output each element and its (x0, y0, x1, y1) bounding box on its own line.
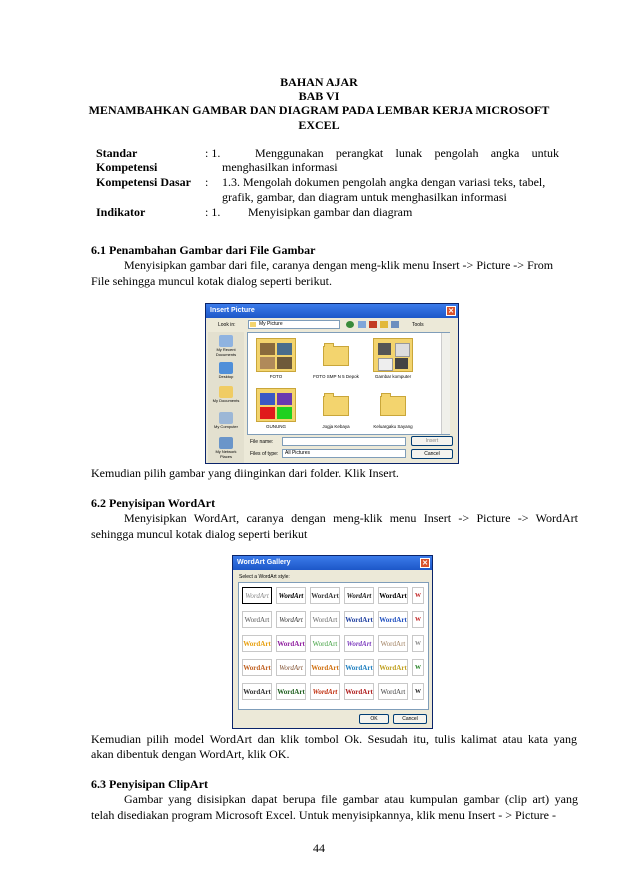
filetype-select[interactable] (282, 449, 406, 458)
thumbnail (395, 358, 408, 369)
file-item-foto[interactable] (256, 338, 296, 372)
file-label: FOTO SMP N 5 Depok (313, 374, 359, 379)
wordart-style-option[interactable]: WordArt (276, 683, 306, 700)
folder-icon (250, 322, 256, 327)
standar-value-2: menghasilkan informasi (222, 160, 338, 174)
file-label: FOTO (269, 374, 283, 379)
wordart-prompt: Select a WordArt style: (239, 574, 290, 580)
section-6-2-para-line2: sehingga muncul kotak dialog seperti berikut (91, 527, 308, 541)
wordart-style-option[interactable]: WordArt (310, 683, 340, 700)
cancel-button[interactable]: Cancel (393, 714, 427, 724)
section-6-1-after: Kemudian pilih gambar yang diinginkan dari folder. Klik Insert. (91, 466, 399, 480)
section-6-2-after-line1: Kemudian pilih model WordArt dan klik tombol Ok. Sesudah itu, tulis kalimat atau kata yang (91, 732, 577, 746)
section-6-1-para-line1: Menyisipkan gambar dari file, caranya dengan meng-klik menu Insert -> Picture -> From (124, 258, 554, 272)
thumbnail (395, 343, 410, 357)
file-item-gunung[interactable] (256, 388, 296, 422)
wordart-style-option[interactable]: WordArt (242, 683, 272, 700)
wordart-style-option[interactable]: WordArt (344, 659, 374, 676)
wordart-style-option[interactable]: WordArt (242, 635, 272, 652)
kd-value-1: 1.3. Mengolah dokumen pengolah angka dengan variasi teks, tabel, (222, 175, 546, 189)
thumbnail (378, 343, 391, 355)
wordart-vertical-style-option[interactable]: W (412, 683, 424, 700)
folder-icon[interactable] (323, 396, 349, 416)
thumbnail (260, 357, 275, 369)
doc-title-line2: BAB VI (298, 89, 340, 103)
indikator-label: Indikator (96, 205, 146, 219)
section-6-1-para-line2: File sehingga muncul kotak dialog seperti berikut. (91, 274, 332, 288)
file-label: GUNUNG (266, 424, 286, 429)
close-icon[interactable]: ✕ (446, 306, 456, 316)
file-label: Jogja Kebaya (322, 424, 350, 429)
filename-label: File name: (250, 439, 274, 445)
close-icon[interactable]: ✕ (420, 558, 430, 568)
wordart-vertical-style-option[interactable]: W (412, 611, 424, 628)
place-my-computer[interactable] (210, 412, 242, 429)
wordart-style-option[interactable]: WordArt (378, 635, 408, 652)
wordart-vertical-style-option[interactable]: W (412, 659, 424, 676)
wordart-style-option[interactable]: WordArt (276, 635, 306, 652)
thumbnail (277, 407, 292, 419)
section-6-3-para-line1: Gambar yang disisipkan dapat berupa file gambar atau kumpulan gambar (clip art) yang (124, 792, 578, 806)
wordart-style-option[interactable]: WordArt (310, 635, 340, 652)
wordart-gallery-dialog (232, 555, 433, 729)
kd-value-2: grafik, gambar, dan diagram untuk menghasilkan informasi (222, 190, 507, 204)
file-label: Keluargaku Sayang (373, 424, 413, 429)
folder-icon[interactable] (323, 346, 349, 366)
wordart-style-option[interactable]: WordArt (242, 611, 272, 628)
insert-button[interactable]: Insert (411, 436, 453, 446)
place-my-network-places[interactable] (210, 437, 242, 459)
wordart-style-option[interactable]: WordArt (242, 587, 272, 604)
wordart-style-option[interactable]: WordArt (378, 611, 408, 628)
folder-icon[interactable] (380, 396, 406, 416)
place-label: Desktop (218, 374, 234, 379)
wordart-titlebar (233, 556, 432, 570)
filetype-label: Files of type: (250, 451, 279, 457)
wordart-style-option[interactable]: WordArt (344, 587, 374, 604)
wordart-style-grid (238, 582, 429, 710)
doc-title-line1: BAHAN AJAR (280, 75, 358, 89)
wordart-style-option[interactable]: WordArt (310, 659, 340, 676)
place-label: My Network Places (215, 449, 237, 459)
network-icon (219, 437, 233, 449)
file-label: Gambar komputer (374, 374, 412, 379)
place-label: My Computer (213, 424, 238, 429)
scrollbar[interactable] (441, 333, 450, 434)
cancel-button[interactable]: Cancel (411, 449, 453, 459)
file-item-gambar-komputer[interactable] (373, 338, 413, 372)
ok-button[interactable]: OK (359, 714, 389, 724)
insert-picture-titlebar (206, 304, 458, 318)
wordart-vertical-style-option[interactable]: W (412, 587, 424, 604)
wordart-style-option[interactable]: WordArt (344, 611, 374, 628)
place-my-recent-documents[interactable] (210, 335, 242, 357)
lookin-value: My Picture (259, 321, 283, 327)
thumbnail (378, 358, 393, 371)
lookin-label: Look in: (218, 322, 236, 328)
wordart-style-option[interactable]: WordArt (276, 587, 306, 604)
section-6-2-after-line2: akan dibentuk dengan WordArt, klik OK. (91, 747, 290, 761)
recent-documents-icon (219, 335, 233, 347)
standar-number: : 1. (205, 146, 221, 160)
computer-icon (219, 412, 233, 424)
wordart-style-option[interactable]: WordArt (310, 611, 340, 628)
thumbnail (277, 393, 292, 405)
thumbnail (260, 393, 275, 405)
wordart-style-option[interactable]: WordArt (378, 587, 408, 604)
section-6-3-heading: 6.3 Penyisipan ClipArt (91, 777, 209, 791)
standar-value-1: Menggunakan perangkat lunak pengolah angka untuk (255, 146, 559, 160)
wordart-title: WordArt Gallery (237, 559, 291, 566)
standar-label-1: Standar (96, 146, 138, 160)
wordart-style-option[interactable]: WordArt (276, 659, 306, 676)
documents-icon (219, 386, 233, 398)
section-6-2-heading: 6.2 Penyisipan WordArt (91, 496, 216, 510)
lookin-select[interactable] (248, 320, 340, 329)
wordart-style-option[interactable]: WordArt (310, 587, 340, 604)
new-folder-icon[interactable] (380, 321, 388, 328)
section-6-3-para-line2: telah disediakan program Microsoft Excel. Untuk menyisipkannya, klik menu Insert - > Picture - (91, 808, 556, 822)
section-6-1-heading: 6.1 Penambahan Gambar dari File Gambar (91, 243, 316, 257)
section-6-2-para-line1: Menyisipkan WordArt, caranya dengan meng-klik menu Insert -> Picture -> WordArt (124, 511, 578, 525)
wordart-style-option[interactable]: WordArt (276, 611, 306, 628)
filetype-value: All Pictures (285, 450, 311, 456)
up-folder-icon[interactable] (358, 321, 366, 328)
indikator-value: Menyisipkan gambar dan diagram (248, 205, 413, 219)
tools-menu[interactable]: Tools (412, 322, 424, 328)
doc-title-line4: EXCEL (298, 118, 340, 132)
filename-input[interactable] (282, 437, 406, 446)
thumbnail (277, 343, 292, 355)
kd-colon: : (205, 175, 209, 189)
places-bar (208, 332, 244, 463)
place-label: My Documents (212, 398, 240, 403)
wordart-style-option[interactable]: WordArt (344, 635, 374, 652)
standar-label-2: Kompetensi (96, 160, 158, 174)
insert-picture-dialog (205, 303, 459, 464)
wordart-style-option[interactable]: WordArt (378, 683, 408, 700)
thumbnail (277, 357, 292, 369)
doc-title-line3: MENAMBAHKAN GAMBAR DAN DIAGRAM PADA LEMBAR KERJA MICROSOFT (88, 103, 550, 117)
back-icon[interactable] (346, 321, 354, 328)
thumbnail (260, 407, 275, 419)
file-list (247, 332, 450, 435)
place-desktop[interactable] (210, 362, 242, 379)
views-icon[interactable] (391, 321, 399, 328)
wordart-style-option[interactable]: WordArt (242, 659, 272, 676)
page-number: 44 (313, 841, 325, 855)
indikator-number: : 1. (205, 205, 221, 219)
thumbnail (260, 343, 275, 355)
place-label: My Recent Documents (215, 347, 237, 357)
insert-picture-title: Insert Picture (210, 307, 255, 314)
delete-icon[interactable] (369, 321, 377, 328)
wordart-style-option[interactable]: WordArt (378, 659, 408, 676)
kd-label: Kompetensi Dasar (96, 175, 191, 189)
wordart-style-option[interactable]: WordArt (344, 683, 374, 700)
wordart-vertical-style-option[interactable]: W (412, 635, 424, 652)
desktop-icon (219, 362, 233, 374)
place-my-documents[interactable] (210, 386, 242, 403)
